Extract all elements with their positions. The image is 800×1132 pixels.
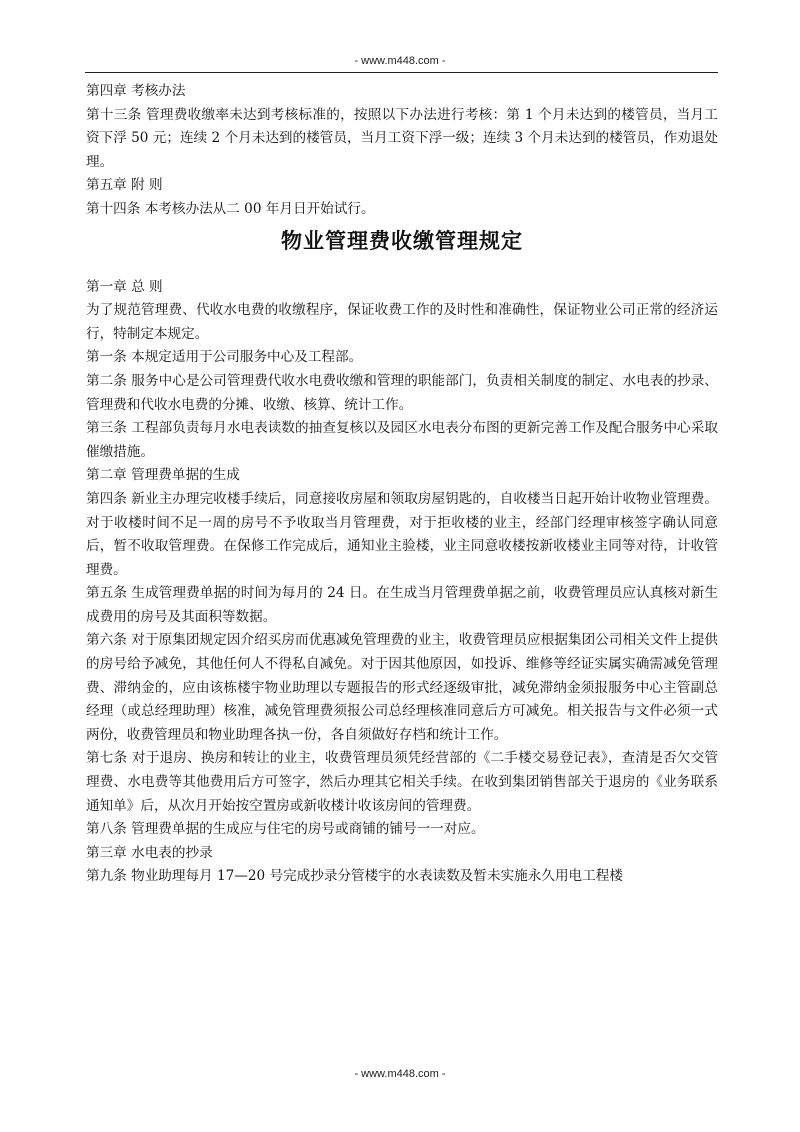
article-paragraph: 第二条 服务中心是公司管理费代收水电费收缴和管理的职能部门，负责相关制度的制定、水电表的抄录、管理费和代收水电费的分摊、收缴、核算、统计工作。	[86, 372, 718, 413]
article-paragraph: 第七条 对于退房、换房和转让的业主，收费管理员须凭经营部的《二手楼交易登记表》，查清是否欠交管理费、水电费等其他费用后方可签字，然后办理其它相关手续。在收到集团销售部关于退房的《业务联系通知单》后，从次月开始按空置房或新收楼计收该房间的管理费。	[86, 750, 718, 814]
article-paragraph: 第十四条 本考核办法从二 00 年月日开始试行。	[86, 200, 375, 217]
chapter-heading: 第五章 附 则	[86, 177, 163, 194]
article-paragraph: 第十三条 管理费收缴率未达到考核标准的，按照以下办法进行考核：第 1 个月未达到的楼管员，当月工资下浮 50 元；连续 2 个月未达到的楼管员，当月工资下浮一级；连续 3 个月未达到的楼管员，作劝退处理。	[86, 106, 718, 170]
page-footer: - www.m448.com -	[354, 1068, 446, 1080]
chapter-heading: 第三章 水电表的抄录	[86, 844, 213, 861]
article-paragraph: 第五条 生成管理费单据的时间为每月的 24 日。在生成当月管理费单据之前，收费管理员应认真核对新生成费用的房号及其面积等数据。	[86, 585, 718, 625]
article-paragraph: 第九条 物业助理每月 17—20 号完成抄录分管楼宇的水表读数及暂未实施永久用电工程楼	[86, 868, 623, 885]
preamble-paragraph: 为了规范管理费、代收水电费的收缴程序，保证收费工作的及时性和准确性，保证物业公司正常的经济运行，特制定本规定。	[86, 302, 718, 342]
document-body	[86, 80, 718, 889]
article-paragraph: 第一条 本规定适用于公司服务中心及工程部。	[86, 349, 363, 366]
chapter-heading: 第二章 管理费单据的生成	[86, 467, 240, 484]
page-header: - www.m448.com -	[354, 55, 446, 67]
article-paragraph: 第四条 新业主办理完收楼手续后，同意接收房屋和领取房屋钥匙的，自收楼当日起开始计收物业管理费。对于收楼时间不足一周的房号不予收取当月管理费，对于拒收楼的业主，经部门经理审核签字确认同意后，暂不收取管理费。在保修工作完成后，通知业主验楼，业主同意收楼按新收楼业主同等对待，计收管理费。	[86, 490, 718, 578]
article-paragraph: 第三条 工程部负责每月水电表读数的抽查复核以及园区水电表分布图的更新完善工作及配合服务中心采取催缴措施。	[86, 420, 718, 460]
article-paragraph: 第八条 管理费单据的生成应与住宅的房号或商铺的铺号一一对应。	[86, 821, 485, 838]
article-paragraph: 第六条 对于原集团规定因介绍买房而优惠减免管理费的业主，收费管理员应根据集团公司相关文件上提供的房号给予减免，其他任何人不得私自减免。对于因其他原因，如投诉、维修等经证实属实确需减免管理费、滞纳金的，应由该栋楼宇物业助理以专题报告的形式经逐级审批，减免滞纳金须报服务中心主管副总经理（或总经理助理）核准，减免管理费须报公司总经理核准同意后方可减免。相关报告与文件必须一式两份，收费管理员和物业助理各执一份，各自须做好存档和统计工作。	[86, 632, 718, 743]
document-title: 物业管理费收缴管理规定	[281, 227, 523, 253]
chapter-heading: 第一章 总 则	[86, 278, 163, 295]
header-divider	[85, 72, 718, 73]
chapter-heading: 第四章 考核办法	[86, 83, 186, 99]
